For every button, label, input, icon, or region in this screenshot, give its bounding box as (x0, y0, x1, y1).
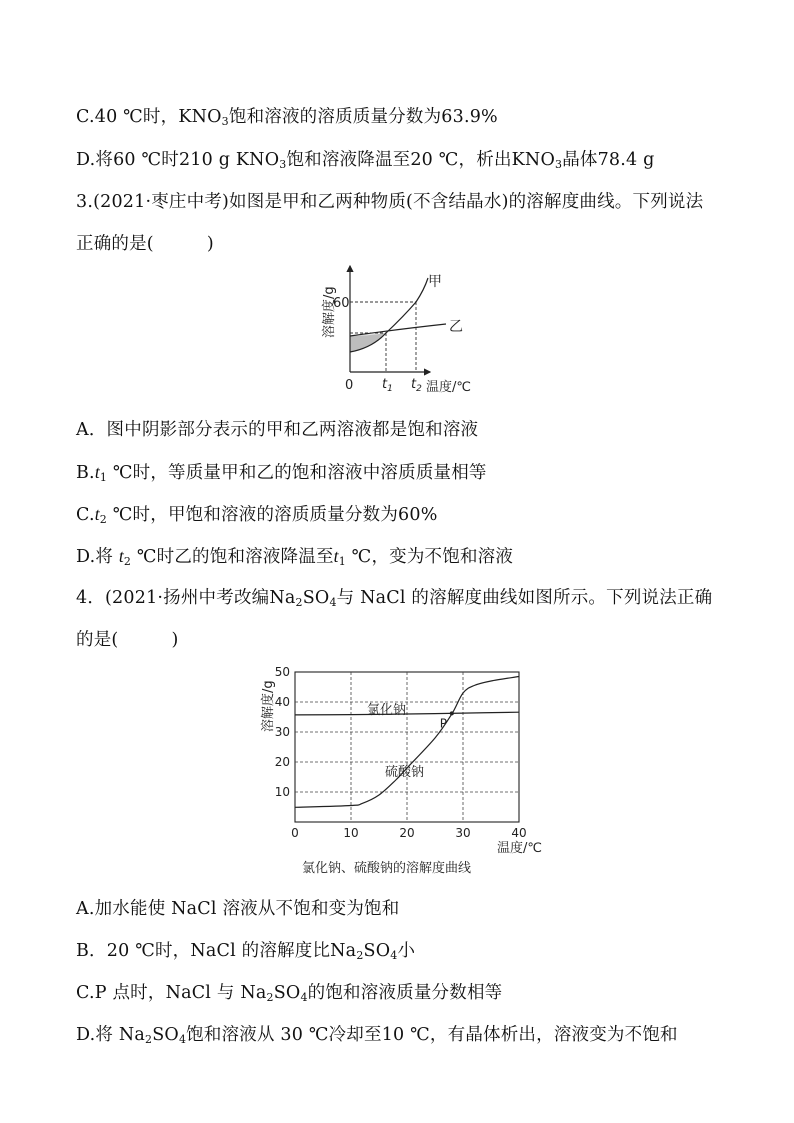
q4-chart-title: 氯化钠、硫酸钠的溶解度曲线 (302, 861, 472, 876)
q4-series-nacl-label: 氯化钠 (367, 703, 407, 718)
q3-tick-t1: $t_1$ (382, 377, 393, 394)
q4-ytick-50: 50 (274, 665, 290, 679)
q3-option-a: A．图中阴影部分表示的甲和乙两溶液都是饱和溶液 (76, 420, 479, 440)
q3-series-yi-label: 乙 (449, 319, 463, 335)
q3-option-b: $B.t_1$ ℃时，等质量甲和乙的饱和溶液中溶质质量相等 (76, 462, 487, 484)
q4-ytick-20: 20 (274, 755, 290, 769)
q3-solubility-chart (300, 262, 500, 396)
q4-option-a: A.加水能使 NaCl 溶液从不饱和变为饱和 (76, 899, 400, 919)
q4-option-c: C.P 点时，NaCl 与 $Na_2SO_4$的饱和溶液质量分数相等 (76, 983, 503, 1004)
q4-xtick-30: 30 (455, 826, 471, 840)
q4-point-p-label: P (439, 716, 448, 731)
q4-ylabel: 溶解度/g (261, 680, 276, 732)
q4-xtick-10: 10 (343, 826, 359, 840)
q4-xtick-40: 40 (511, 826, 527, 840)
q4-xlabel: 温度/℃ (497, 841, 542, 856)
q4-series-na2so4-label: 硫酸钠 (385, 765, 425, 780)
q4-point-p (450, 711, 454, 715)
q4-option-d: D.将 $Na_2SO_4$饱和溶液从 30 ℃冷却至10 ℃，有晶体析出，溶液变为不饱和 (76, 1025, 678, 1046)
q4-xtick-20: 20 (399, 826, 415, 840)
q3-option-d: D.将 $t_2$ ℃时乙的饱和溶液降温至$t_1$ ℃，变为不饱和溶液 (76, 546, 514, 568)
q3-ytick-60: 60 (333, 296, 350, 311)
q3-tick-t2: $t_2$ (411, 377, 422, 394)
q4-xtick-0: 0 (291, 826, 299, 840)
q4-ytick-10: 10 (274, 785, 290, 799)
q4-option-b: B．20 ℃时，NaCl 的溶解度比$Na_2SO_4$小 (76, 941, 416, 962)
q3-xlabel: 温度/℃ (426, 380, 471, 395)
q4-ytick-30: 30 (274, 725, 290, 739)
q3-stem-line1: 3.(2021·枣庄中考)如图是甲和乙两种物质(不含结晶水)的溶解度曲线。下列说法 (76, 192, 704, 212)
q4-ytick-40: 40 (274, 695, 290, 709)
q3-curve-yi (350, 324, 446, 336)
q3-stem-line2: 正确的是( ) (76, 234, 214, 254)
q4-stem-line2: 的是( ) (76, 630, 179, 650)
q3-origin: 0 (345, 378, 354, 393)
q3-ylabel: 溶解度/g (322, 286, 337, 338)
q4-solubility-chart (255, 662, 540, 877)
q3-series-jia-label: 甲 (428, 274, 442, 290)
q4-stem-line1: 4．(2021·扬州中考改编$Na_2SO_4$与 NaCl 的溶解度曲线如图所示。下列说法正确 (76, 588, 713, 609)
q2-option-c: C.40 ℃时，$KNO_3$饱和溶液的溶质质量分数为63.9% (76, 107, 498, 128)
q2-option-d: D.将60 ℃时210 g $KNO_3$饱和溶液降温至20 ℃，析出$KNO_3$晶体78.4 g (76, 150, 655, 171)
q3-option-c: $C.t_2$ ℃时，甲饱和溶液的溶质质量分数为60% (76, 504, 438, 526)
